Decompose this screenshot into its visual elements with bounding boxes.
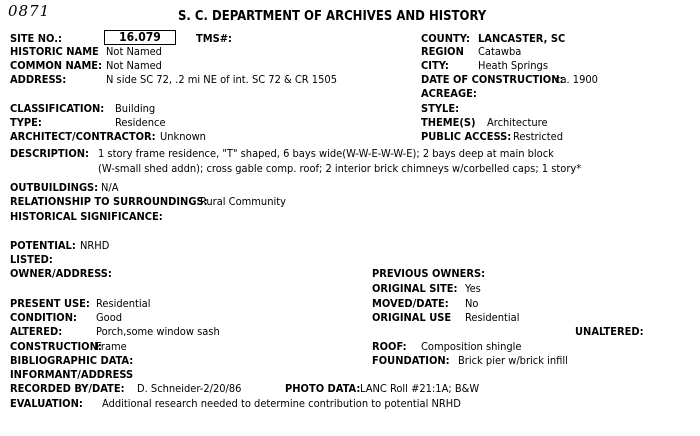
- type-value: Residence: [115, 116, 166, 129]
- original-use-label: ORIGINAL USE: [372, 311, 452, 324]
- address-label: ADDRESS:: [10, 73, 67, 86]
- construction-label: CONSTRUCTION:: [10, 340, 102, 353]
- architect-label: ARCHITECT/CONTRACTOR:: [10, 130, 156, 143]
- potential-label: POTENTIAL:: [10, 239, 76, 252]
- outbuildings-value: N/A: [101, 181, 119, 194]
- informant-address-label: INFORMANT/ADDRESS: [10, 368, 134, 381]
- moved-date-label: MOVED/DATE:: [372, 297, 449, 310]
- public-access-label: PUBLIC ACCESS:: [421, 130, 512, 143]
- recorded-by-label: RECORDED BY/DATE:: [10, 382, 125, 395]
- photo-data-value: LANC Roll #21:1A; B&W: [360, 382, 480, 395]
- relationship-value: Rural Community: [200, 195, 286, 208]
- city-label: CITY:: [421, 59, 449, 72]
- present-use-label: PRESENT USE:: [10, 297, 90, 310]
- tms-label: TMS#:: [196, 32, 232, 45]
- construction-value: Frame: [96, 340, 127, 353]
- county-label: COUNTY:: [421, 32, 470, 45]
- bibliographic-data-label: BIBLIOGRAPHIC DATA:: [10, 354, 134, 367]
- style-label: STYLE:: [421, 102, 460, 115]
- common-name-value: Not Named: [106, 59, 162, 72]
- themes-label: THEME(S): [421, 116, 476, 129]
- foundation-value: Brick pier w/brick infill: [458, 354, 568, 367]
- owner-address-label: OWNER/ADDRESS:: [10, 267, 112, 280]
- original-site-value: Yes: [465, 282, 481, 295]
- description-line-2: (W-small shed addn); cross gable comp. roof; 2 interior brick chimneys w/corbelled caps; 1 story*: [98, 162, 582, 175]
- moved-date-value: No: [465, 297, 479, 310]
- listed-label: LISTED:: [10, 253, 53, 266]
- site-no-value: 16.079: [104, 30, 176, 45]
- acreage-label: ACREAGE:: [421, 87, 477, 100]
- architect-value: Unknown: [160, 130, 206, 143]
- classification-value: Building: [115, 102, 156, 115]
- roof-label: ROOF:: [372, 340, 407, 353]
- region-value: Catawba: [478, 45, 522, 58]
- themes-value: Architecture: [487, 116, 548, 129]
- form-header: S. C. DEPARTMENT OF ARCHIVES AND HISTORY: [178, 9, 487, 24]
- roof-value: Composition shingle: [421, 340, 522, 353]
- potential-value: NRHD: [80, 239, 110, 252]
- city-value: Heath Springs: [478, 59, 548, 72]
- altered-value: Porch,some window sash: [96, 325, 220, 338]
- condition-label: CONDITION:: [10, 311, 77, 324]
- foundation-label: FOUNDATION:: [372, 354, 450, 367]
- historical-significance-label: HISTORICAL SIGNIFICANCE:: [10, 210, 163, 223]
- region-label: REGION: [421, 45, 464, 58]
- present-use-value: Residential: [96, 297, 151, 310]
- previous-owners-label: PREVIOUS OWNERS:: [372, 267, 486, 280]
- common-name-label: COMMON NAME:: [10, 59, 103, 72]
- photo-data-label: PHOTO DATA:: [285, 382, 361, 395]
- condition-value: Good: [96, 311, 123, 324]
- description-label: DESCRIPTION:: [10, 147, 90, 160]
- altered-label: ALTERED:: [10, 325, 63, 338]
- relationship-label: RELATIONSHIP TO SURROUNDINGS:: [10, 195, 208, 208]
- address-value: N side SC 72, .2 mi NE of int. SC 72 & CR 1505: [106, 73, 337, 86]
- outbuildings-label: OUTBUILDINGS:: [10, 181, 99, 194]
- date-of-construction-label: DATE OF CONSTRUCTION:: [421, 73, 564, 86]
- description-line-1: 1 story frame residence, "T" shaped, 6 bays wide(W-W-E-W-W-E); 2 bays deep at main block: [98, 147, 554, 160]
- historic-name-label: HISTORIC NAME: [10, 45, 99, 58]
- county-value: LANCASTER, SC: [478, 32, 566, 45]
- type-label: TYPE:: [10, 116, 42, 129]
- recorded-by-value: D. Schneider-2/20/86: [137, 382, 242, 395]
- date-of-construction-value: ca. 1900: [555, 73, 598, 86]
- evaluation-label: EVALUATION:: [10, 397, 83, 410]
- public-access-value: Restricted: [513, 130, 564, 143]
- historic-name-value: Not Named: [106, 45, 162, 58]
- classification-label: CLASSIFICATION:: [10, 102, 105, 115]
- evaluation-value: Additional research needed to determine contribution to potential NRHD: [102, 397, 461, 410]
- handwritten-number: 0871: [8, 2, 51, 20]
- site-no-label: SITE NO.:: [10, 32, 62, 45]
- original-use-value: Residential: [465, 311, 520, 324]
- unaltered-label: UNALTERED:: [575, 325, 644, 338]
- original-site-label: ORIGINAL SITE:: [372, 282, 458, 295]
